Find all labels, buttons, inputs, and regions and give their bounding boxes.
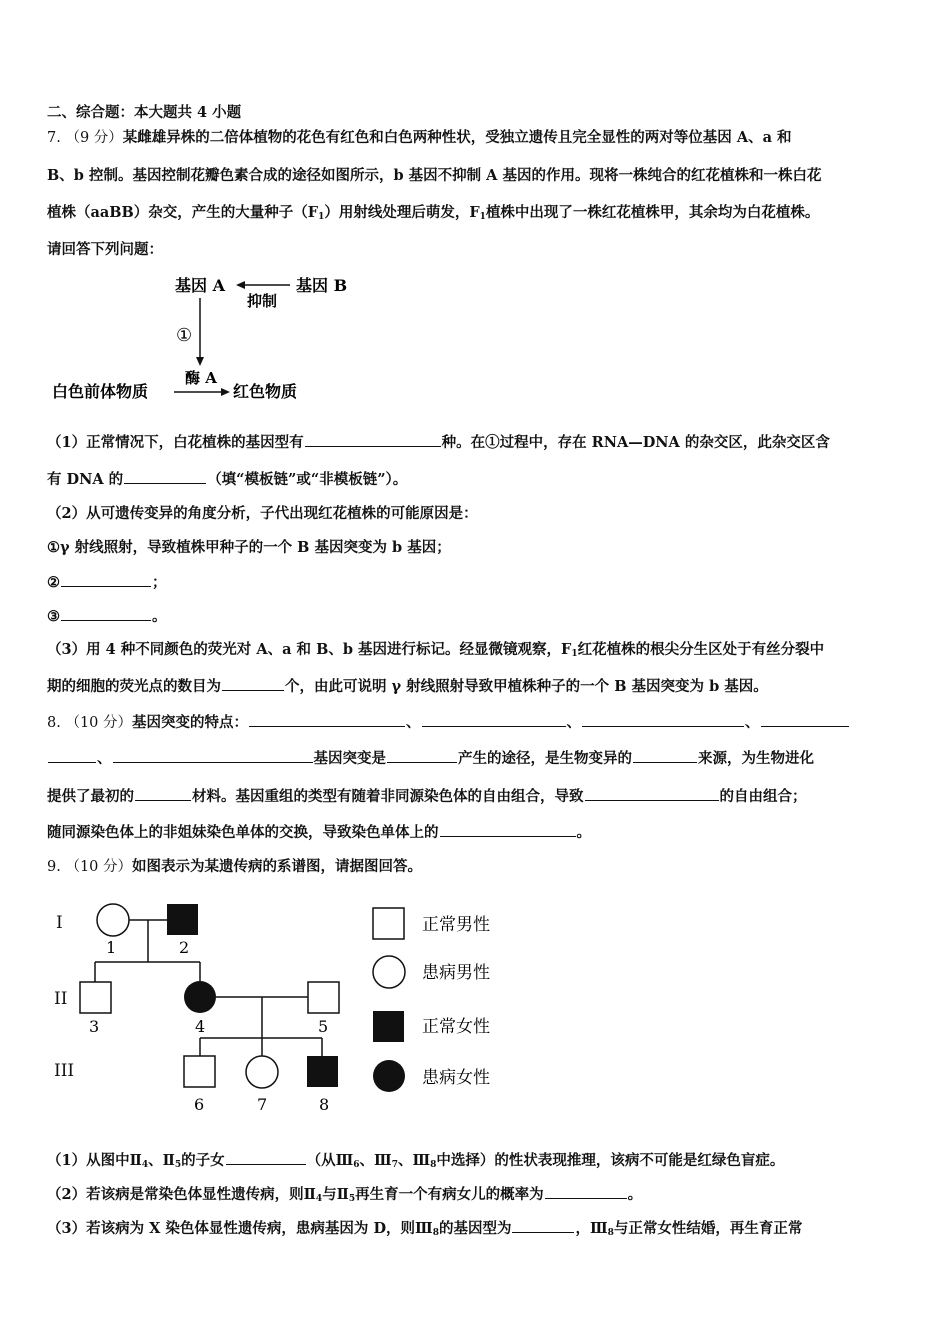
q9-p2-d: 。 xyxy=(627,1186,643,1203)
q8-l3-a: 提供了最初的 xyxy=(47,788,134,805)
q9-p2-c: 再生育一个有病女儿的概率为 xyxy=(355,1186,544,1203)
q7-p2-3 xyxy=(47,606,167,627)
q9-p1-c: 的子女 xyxy=(181,1152,225,1169)
label-5: 5 xyxy=(318,1017,329,1036)
precursor-label: 白色前体物质 xyxy=(52,382,149,401)
q7-p2-2-end: ； xyxy=(152,574,167,591)
q9-p3-s8b: 8 xyxy=(607,1228,614,1238)
q9-p2-b: 与Ⅱ xyxy=(322,1186,349,1203)
answer-blank[interactable] xyxy=(440,822,576,837)
q7-p1-b: 种。在①过程中，存在 RNA—DNA 的杂交区，此杂交区含 xyxy=(441,434,830,451)
q7-p1-c: 有 DNA 的 xyxy=(47,471,124,488)
legend-affected-female: 患病女性 xyxy=(422,1068,490,1088)
legend-affected-female-icon xyxy=(373,1060,405,1092)
q7-p3-d: 个，由此可说明 γ 射线照射导致甲植株种子的一个 B 基因突变为 b 基因。 xyxy=(285,678,768,695)
gene-b-label: 基因 B xyxy=(296,276,348,295)
label-3: 3 xyxy=(89,1017,100,1036)
q9-p3 xyxy=(47,1218,802,1243)
q7-line3-b: ）用射线处理后萌发，F xyxy=(324,204,480,221)
individual-II5 xyxy=(308,982,339,1013)
individual-II3 xyxy=(80,982,111,1013)
answer-blank[interactable] xyxy=(585,786,719,801)
q8-l3-c: 的自由组合； xyxy=(719,788,807,805)
answer-blank[interactable] xyxy=(226,1150,306,1165)
legend-affected-male-icon xyxy=(373,956,405,988)
q9-p2 xyxy=(47,1184,642,1209)
answer-blank[interactable] xyxy=(61,606,151,621)
q7-p3-sub: 1 xyxy=(571,649,578,659)
answer-blank[interactable] xyxy=(135,786,191,801)
label-1: 1 xyxy=(106,938,117,957)
q7-text-1: 某雌雄异株的二倍体植物的花色有红色和白色两种性状，受独立遗传且完全显性的两对等位基因 A、a 和 xyxy=(122,129,792,146)
pathway-diagram xyxy=(40,268,380,408)
answer-blank[interactable] xyxy=(761,712,849,727)
q9-p2-s5: 5 xyxy=(348,1194,356,1204)
q9-p1 xyxy=(47,1150,784,1175)
label-7: 7 xyxy=(257,1095,268,1114)
q7-number: 7. xyxy=(47,130,61,146)
gen-2-label: II xyxy=(54,989,68,1009)
q8-sep: 、 xyxy=(406,714,421,731)
q9-p1-b: 、Ⅱ xyxy=(148,1152,175,1169)
q7-p2: （2）从可遗传变异的角度分析，子代出现红花植株的可能原因是： xyxy=(47,505,478,522)
q8-score: （10 分） xyxy=(65,715,133,731)
q7-p3-b: 红花植株的根尖分生区处于有丝分裂中 xyxy=(577,641,825,658)
q7-line4: 请回答下列问题： xyxy=(47,241,163,258)
answer-blank[interactable] xyxy=(249,712,405,727)
reaction-arrowhead-icon xyxy=(221,388,230,396)
q9-p1-s7: 7 xyxy=(391,1160,398,1170)
q8-l3-b: 材料。基因重组的类型有随着非同源染色体的自由组合，导致 xyxy=(192,788,584,805)
answer-blank[interactable] xyxy=(545,1184,627,1199)
product-label: 红色物质 xyxy=(233,382,298,401)
q7-line2: B、b 控制。基因控制花瓣色素合成的途径如图所示，b 基因不抑制 A 基因的作用。现将一株纯合的红花植株和一株白花 xyxy=(47,167,822,184)
q8-sep: 、 xyxy=(566,714,582,731)
q9-p3-s8: 8 xyxy=(432,1228,439,1238)
q8-l4-a: 随同源染色体上的非姐妹染色单体的交换，导致染色单体上的 xyxy=(47,824,439,841)
q8-l2-c: 来源，为生物进化 xyxy=(698,750,814,767)
q8-l1: 基因突变的特点： xyxy=(132,714,249,731)
q8-l2-b: 产生的途径，是生物变异的 xyxy=(458,750,632,767)
q7-p1-line2 xyxy=(47,469,407,490)
individual-III8 xyxy=(307,1056,338,1087)
legend-affected-male: 患病男性 xyxy=(422,963,490,983)
step-arrowhead-icon xyxy=(196,357,204,366)
legend-normal-female-icon xyxy=(373,1011,404,1042)
q8-l2-a: 基因突变是 xyxy=(313,750,386,767)
q8-line3 xyxy=(47,786,807,807)
q9-intro: 如图表示为某遗传病的系谱图，请据图回答。 xyxy=(132,858,423,875)
q7-p3-c: 期的细胞的荧光点的数目为 xyxy=(47,678,221,695)
q7-line3 xyxy=(47,203,819,227)
label-6: 6 xyxy=(194,1095,205,1114)
individual-I1 xyxy=(97,904,129,936)
q7-p2-2 xyxy=(47,572,167,593)
label-4: 4 xyxy=(195,1017,206,1036)
answer-blank[interactable] xyxy=(422,712,566,727)
q8-sep: 、 xyxy=(745,714,760,731)
q9-p1-g: 中选择）的性状表现推理，该病不可能是红绿色盲症。 xyxy=(436,1152,785,1169)
q7-line3-sub2: 1 xyxy=(479,212,486,222)
q8-line1 xyxy=(47,712,850,733)
q9-p3-c: ，Ⅲ xyxy=(575,1220,608,1237)
q9-p1-e: 、Ⅲ xyxy=(359,1152,392,1169)
q7-p3-line1 xyxy=(47,640,824,664)
legend-normal-female: 正常女性 xyxy=(422,1017,490,1037)
q7-line3-a: 植株（aaBB）杂交，产生的大量种子（F xyxy=(47,204,319,221)
q7-score: （9 分） xyxy=(65,130,123,146)
answer-blank[interactable] xyxy=(222,676,284,691)
individual-I2 xyxy=(167,904,198,935)
answer-blank[interactable] xyxy=(61,572,151,587)
gen-3-label: III xyxy=(54,1061,75,1081)
label-2: 2 xyxy=(179,938,190,957)
q7-p2-3-end: 。 xyxy=(152,608,167,625)
q9-p1-s4: 4 xyxy=(141,1160,149,1170)
q9-p3-a: （3）若该病为 X 染色体显性遗传病，患病基因为 D，则Ⅲ xyxy=(47,1220,433,1237)
q7-line1 xyxy=(47,128,792,148)
q8-number: 8. xyxy=(47,715,61,731)
legend-normal-male: 正常男性 xyxy=(422,915,490,935)
answer-blank[interactable] xyxy=(582,712,744,727)
q7-p3-line2 xyxy=(47,676,768,697)
q9-p1-f: 、Ⅲ xyxy=(397,1152,431,1169)
q8-sep: 、 xyxy=(97,750,112,767)
q9-number: 9. xyxy=(47,859,61,875)
q8-line2 xyxy=(47,748,814,769)
q7-line3-sub: 1 xyxy=(318,212,325,222)
answer-blank[interactable] xyxy=(633,748,697,763)
label-8: 8 xyxy=(319,1095,330,1114)
answer-blank[interactable] xyxy=(124,469,206,484)
answer-blank[interactable] xyxy=(512,1218,574,1233)
pedigree-chart xyxy=(40,890,540,1120)
answer-blank[interactable] xyxy=(305,432,441,447)
q7-p1-line1 xyxy=(47,432,830,453)
individual-II4 xyxy=(184,981,216,1013)
enzyme-label: 酶 A xyxy=(185,369,217,387)
q9-p1-s8: 8 xyxy=(430,1160,437,1170)
q7-p1-a: （1）正常情况下，白花植株的基因型有 xyxy=(47,434,304,451)
gen-1-label: I xyxy=(56,913,63,933)
q7-line3-c: 植株中出现了一株红花植株甲，其余均为白花植株。 xyxy=(485,204,820,221)
q9-p2-s4: 4 xyxy=(315,1194,323,1204)
q7-p2-3-num: ③ xyxy=(47,608,60,625)
answer-blank[interactable] xyxy=(48,748,96,763)
q7-p1-d: （填“模板链”或“非模板链”）。 xyxy=(207,471,408,488)
q7-p2-2-num: ② xyxy=(47,574,60,591)
gene-a-label: 基因 A xyxy=(175,276,225,295)
q9-p2-a: （2）若该病是常染色体显性遗传病，则Ⅱ xyxy=(47,1186,316,1203)
q7-p2-1: ①γ 射线照射，导致植株甲种子的一个 B 基因突变为 b 基因； xyxy=(47,539,451,556)
q9-p1-a: （1）从图中Ⅱ xyxy=(47,1152,142,1169)
inhibit-label: 抑制 xyxy=(247,292,278,310)
q9-p3-d: 与正常女性结婚，再生育正常 xyxy=(613,1220,803,1237)
individual-III6 xyxy=(184,1056,215,1087)
q9-p1-s6: 6 xyxy=(353,1160,360,1170)
q9-p3-b: 的基因型为 xyxy=(438,1220,512,1237)
q8-l4-b: 。 xyxy=(576,824,591,841)
section-heading: 二、综合题：本大题共 4 小题 xyxy=(47,104,242,121)
answer-blank[interactable] xyxy=(387,748,457,763)
q9-line1 xyxy=(47,857,422,877)
answer-blank[interactable] xyxy=(113,748,313,763)
step-label: ① xyxy=(176,325,193,346)
q7-p3-a: （3）用 4 种不同颜色的荧光对 A、a 和 B、b 基因进行标记。经显微镜观察，F xyxy=(47,641,572,658)
legend-normal-male-icon xyxy=(373,908,404,939)
q8-line4 xyxy=(47,822,591,843)
inhibit-arrowhead-icon xyxy=(236,281,245,289)
q9-score: （10 分） xyxy=(65,859,133,875)
individual-III7 xyxy=(246,1056,278,1088)
q9-p1-s5: 5 xyxy=(174,1160,182,1170)
q9-p1-d: （从Ⅲ xyxy=(306,1152,354,1169)
